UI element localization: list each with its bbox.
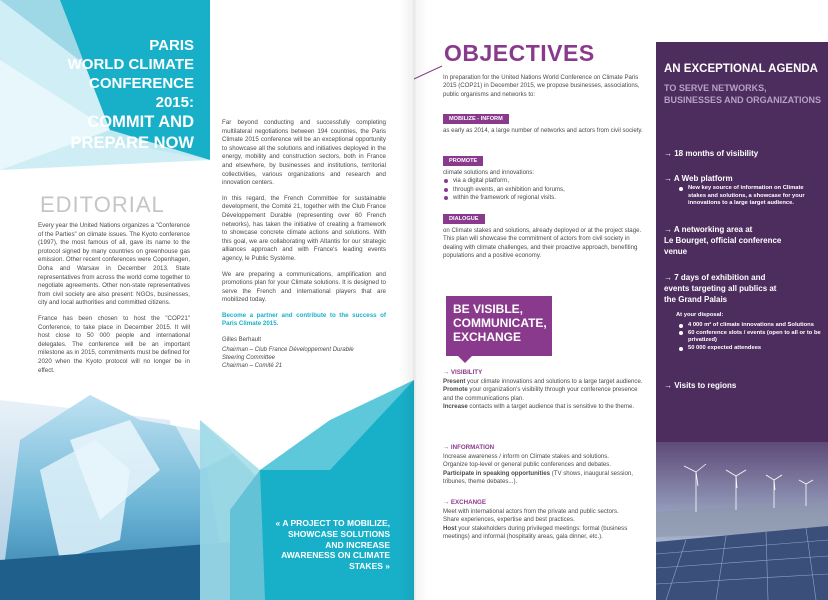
signature-role: Steering Committee	[222, 355, 276, 362]
exhibition-details	[678, 322, 822, 352]
editorial-column-1	[38, 222, 190, 382]
list-item: New key source of information on Climate stakes and solutions, a showcase for your innovations to a large target audience.	[678, 185, 822, 208]
signature-name: Gilles Berhault	[222, 337, 262, 344]
promote-list	[443, 177, 643, 202]
tag-mobilize-text: as early as 2014, a large number of networks and actors from civil society.	[443, 127, 643, 134]
agenda-item-visibility: → 18 months of visibility	[664, 149, 759, 158]
tag-promote: PROMOTE	[443, 156, 483, 166]
dialogue-text-2: This plan will showcase the commitment of actors from civil society in dealing with climate challenges, and their proactive approach, benefiting populations and a positive economy.	[443, 235, 638, 259]
text: Increase awareness / inform on Climate stakes and solutions.	[443, 453, 609, 460]
line: the Grand Palais	[664, 295, 728, 304]
agenda-heading: AN EXCEPTIONAL AGENDA	[664, 63, 818, 75]
line: Le Bourget, official conference	[664, 236, 782, 245]
information-text	[443, 453, 645, 486]
bv-line: COMMUNICATE,	[453, 316, 547, 330]
solar-wind-photo	[656, 442, 828, 600]
list-item: within the framework of regional visits.	[443, 194, 643, 202]
agenda-sidebar	[656, 42, 828, 600]
text: your stakeholders during privileged meetings: formal (business meetings) and informal (hospitality areas, gala dinner, etc.).	[443, 524, 628, 540]
bv-line: BE VISIBLE,	[453, 302, 524, 316]
paragraph: We are preparing a communications, amplification and promotions plan for your Climate solutions. It is designed to serve the French and international players that are mobilized today.	[222, 270, 386, 304]
text: your climate innovations and solutions to a large target audience.	[465, 378, 643, 385]
title-line: PARIS	[149, 37, 194, 54]
information-heading: → INFORMATION	[443, 444, 495, 451]
exhibition-list	[678, 322, 822, 352]
line: venue	[664, 247, 688, 256]
paragraph: In this regard, the French Committee for sustainable development, the Comité 21, together with the Club France Développement Durable (representing over 60 French networks), has taken the initiative of creating a framework to showcase concrete climate actions and solutions. With this goal, we are collaborating with Altantis for our strategic alliances approach and with France's leading events agency, le Public Système.	[222, 194, 386, 262]
text: your organization's visibility through your conference presence and the communications plan.	[443, 386, 638, 402]
be-visible-box	[446, 296, 552, 356]
title-line: COMMIT AND	[87, 113, 194, 131]
bold-lead: Promote	[443, 386, 468, 394]
tag-promote-text	[443, 169, 643, 202]
line: → A networking area at	[664, 225, 753, 234]
tag-dialogue: DIALOGUE	[443, 214, 485, 224]
bv-line: EXCHANGE	[453, 330, 522, 344]
paragraph: France has been chosen to host the "COP21" Conference, to take place in December 2015. It will host close to 50 000 people and international delegates. The conference will be an important milestone as in 2015, commitments must be defined for 2020 when the Kyoto protocol will no longer be in effect.	[38, 314, 190, 374]
tag-mobilize: MOBILIZE - INFORM	[443, 114, 509, 124]
subheading-line: BUSINESSES AND ORGANIZATIONS	[664, 95, 822, 105]
line: events targeting all publics at	[664, 284, 777, 293]
list-item: through events, an exhibition and forums,	[443, 186, 643, 194]
subheading-line: TO SERVE NETWORKS,	[664, 83, 767, 93]
list-item: 4 000 m² of climate innovations and Solutions	[678, 322, 822, 330]
text: Share experiences, expertise and best practices.	[443, 516, 575, 524]
text: (TV shows, inaugural session, tribunes, theme debates...).	[443, 469, 633, 485]
objectives-intro: In preparation for the United Nations World Conference on Climate Paris 2015 (COP21) in December 2015, we propose businesses, associations, public organisms and networks to:	[443, 74, 640, 98]
text: Meet with international actors from the private and public sectors.	[443, 508, 619, 515]
signature-role: Chairman – Comité 21	[222, 363, 283, 370]
title-line: CONFERENCE 2015:	[88, 75, 194, 111]
editorial-heading: EDITORIAL	[40, 192, 165, 217]
bold-lead: Participate in speaking opportunities	[443, 469, 550, 477]
signature	[222, 336, 386, 370]
agenda-item-exhibition	[664, 272, 822, 305]
promote-intro: climate solutions and innovations:	[443, 169, 535, 176]
list-item: via a digital platform,	[443, 177, 643, 185]
page-title	[60, 36, 194, 154]
dialogue-text: on Climate stakes and solutions, already deployed or at the project stage.	[443, 227, 642, 234]
objectives-heading: OBJECTIVES	[444, 40, 595, 66]
paragraph: Every year the United Nations organizes a "Conference of the Parties" on climate issues. The Kyoto conference (1997), the most famous of all, gave its name to the protocol signed by many countries on greenhouse gas emission. Other recent conferences were Copenhagen, Doha and Warsaw in December 2013. State representatives from across the world come together to negotiate agreements. Other non-state representatives from civil society are also present: NGOs, businesses, city and local authorities and committed citizens.	[38, 222, 190, 307]
agenda-subheading	[664, 82, 826, 106]
tag-dialogue-text	[443, 227, 643, 260]
bold-lead: Present	[443, 378, 466, 385]
list-item: 60 conference slots / events (open to all or to be privatized)	[678, 330, 822, 345]
line: → 7 days of exhibition and	[664, 273, 766, 282]
right-page	[414, 0, 828, 600]
agenda-item-regions: → Visits to regions	[664, 381, 737, 390]
exchange-text	[443, 508, 645, 541]
text: Organize top-level or general public conferences and debates.	[443, 461, 612, 469]
pull-quote: « A PROJECT TO MOBILIZE, SHOWCASE SOLUTIONS AND INCREASE AWARENESS ON CLIMATE STAKES »	[275, 518, 390, 572]
text: contacts with a target audience that is sensitive to the theme.	[467, 402, 635, 410]
web-platform-details	[678, 185, 822, 208]
visibility-text	[443, 378, 645, 411]
exchange-heading: → EXCHANGE	[443, 499, 486, 506]
call-to-action: Become a partner and contribute to the success of Paris Climate 2015.	[222, 311, 386, 328]
title-line: PREPARE NOW	[70, 134, 194, 152]
title-line: WORLD CLIMATE	[67, 56, 194, 73]
signature-role: Chairman – Club France Développement Durable	[222, 347, 354, 354]
visibility-heading: → VISIBILITY	[443, 369, 483, 376]
agenda-item-web: → A Web platform	[664, 174, 733, 183]
paragraph: Far beyond conducting and successfully completing multilateral negotiations between 194 countries, the Paris Climate 2015 conference will be an exceptional opportunity to showcase all the solutions and initiatives deployed in the energy, mobility and construction sectors, both in France and elsewhere, by businesses and institutions, territorial collectivities, various organizations and research and innovation centers.	[222, 119, 386, 187]
bold-lead: Increase	[443, 402, 468, 410]
list-item: 50 000 expected attendees	[678, 345, 822, 353]
agenda-item-networking	[664, 224, 822, 257]
web-platform-list	[678, 185, 822, 208]
editorial-column-2	[222, 119, 386, 370]
disposal-label: At your disposal:	[676, 312, 724, 318]
bold-lead: Host	[443, 524, 457, 532]
